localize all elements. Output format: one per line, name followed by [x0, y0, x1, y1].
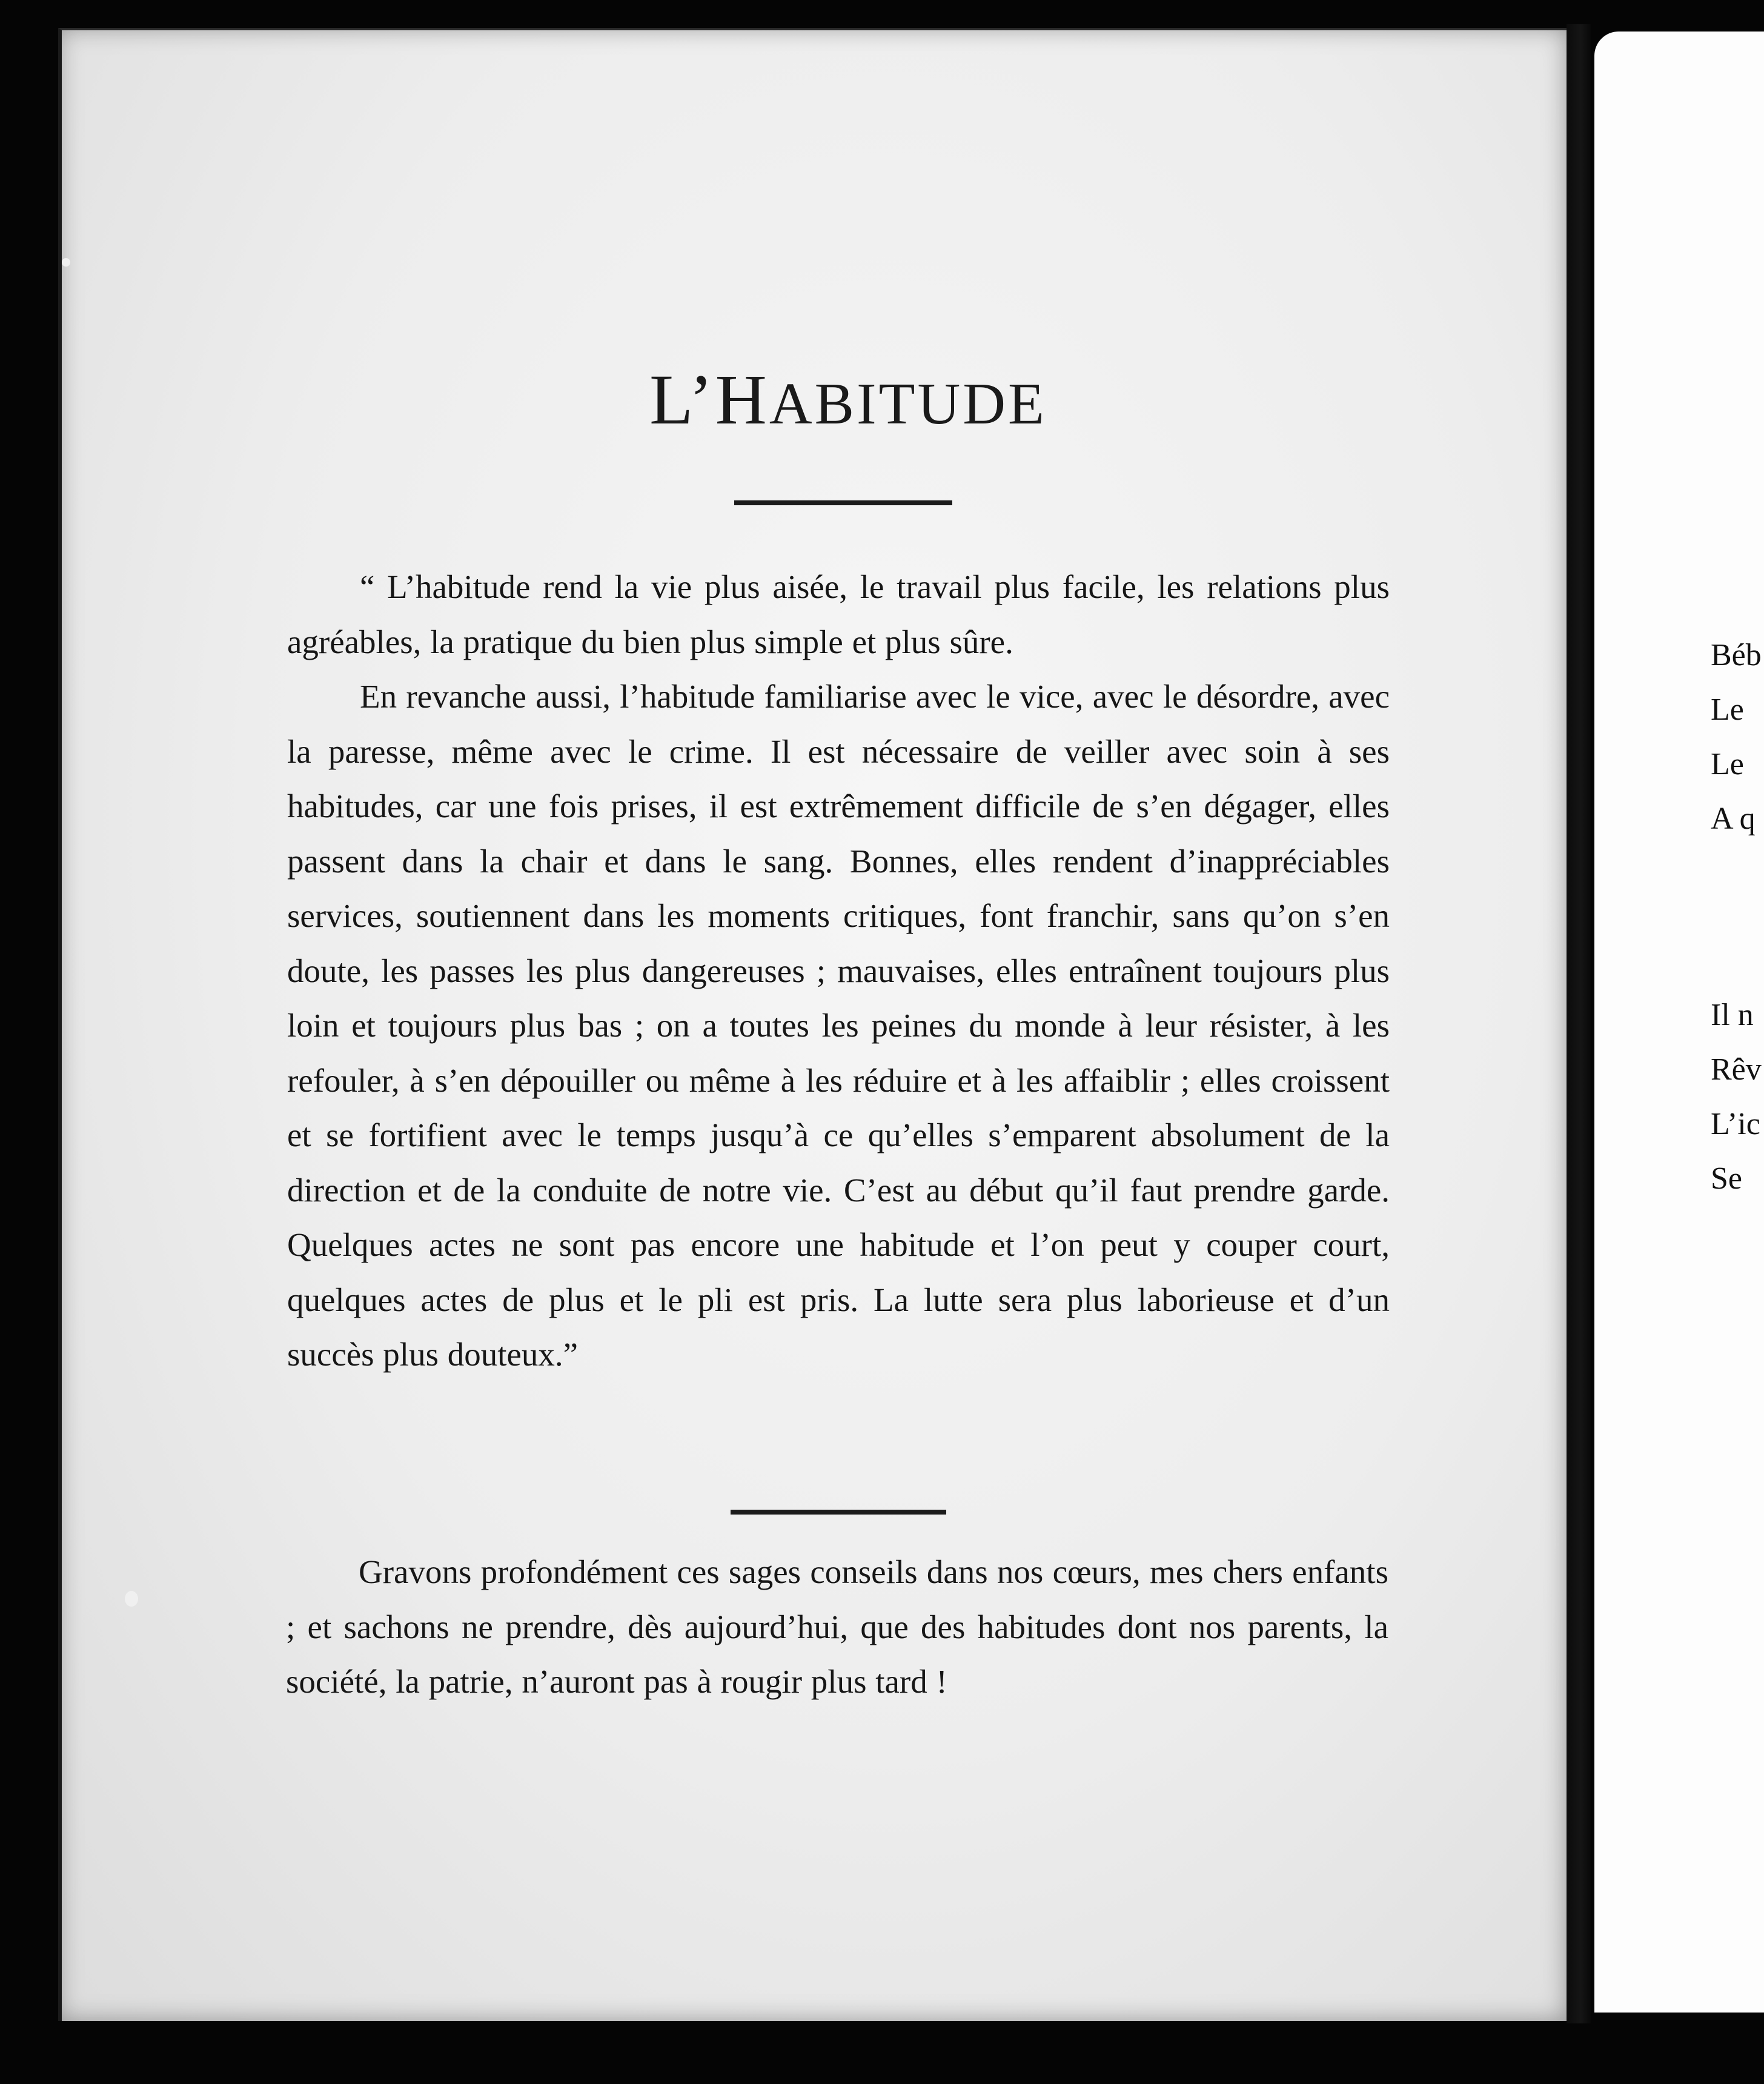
- title-rest: ABITUDE: [769, 371, 1047, 437]
- paper-speck: [62, 258, 70, 267]
- right-fragment: Se: [1711, 1161, 1742, 1196]
- quote-block: [287, 560, 1390, 1382]
- right-fragment: A q: [1711, 801, 1756, 836]
- closing-block: [286, 1545, 1388, 1710]
- section-divider: [731, 1510, 946, 1515]
- paper-speck: [125, 1591, 138, 1607]
- title-initial: L’H: [649, 360, 769, 439]
- right-fragment: Il n: [1711, 998, 1754, 1032]
- closing-paragraph: Gravons profondément ces sages conseils dans nos cœurs, mes chers enfants ; et sachons ne prendre, dès aujourd’hui, que des habitudes dont nos parents, la société, la patrie, n’auront pas à rougir plus tard !: [286, 1553, 1388, 1700]
- right-fragment: Béb: [1711, 638, 1762, 672]
- page-title: [0, 359, 1696, 441]
- right-fragment: Rêv: [1711, 1052, 1762, 1087]
- quote-paragraph: En revanche aussi, l’habitude familiarise avec le vice, avec le désordre, avec la paresse, même avec le crime. Il est nécessaire de veiller avec soin à ses habitudes, car une fois prises, il est extrêmement difficile de s’en dégager, elles passent dans la chair et dans le sang. Bonnes, elles rendent d’inappréciables services, soutiennent dans les moments critiques, font franchir, sans qu’on s’en doute, les passes les plus dangereuses ; mauvaises, elles entraînent toujours plus loin et toujours plus bas ; on a toutes les peines du monde à leur résister, à les refouler, à s’en dépouiller ou même à les réduire et à les affaiblir ; elles croissent et se fortifient avec le temps jusqu’à ce qu’elles s’emparent absolument de la direction et de la conduite de notre vie. C’est au début qu’il faut prendre garde. Quelques actes ne sont pas encore une habitude et l’on peut y couper court, quelques actes de plus et le pli est pris. La lutte sera plus laborieuse et d’un succès plus douteux.”: [287, 678, 1390, 1373]
- right-fragment: Le: [1711, 747, 1744, 782]
- quote-paragraph: “ L’habitude rend la vie plus aisée, le travail plus facile, les relations plus agréables, la pratique du bien plus simple et plus sûre.: [287, 568, 1390, 660]
- right-fragment: L’ic: [1711, 1107, 1760, 1141]
- book-spine: [1567, 24, 1591, 2023]
- right-fragment: Le: [1711, 692, 1744, 727]
- title-divider: [734, 500, 952, 505]
